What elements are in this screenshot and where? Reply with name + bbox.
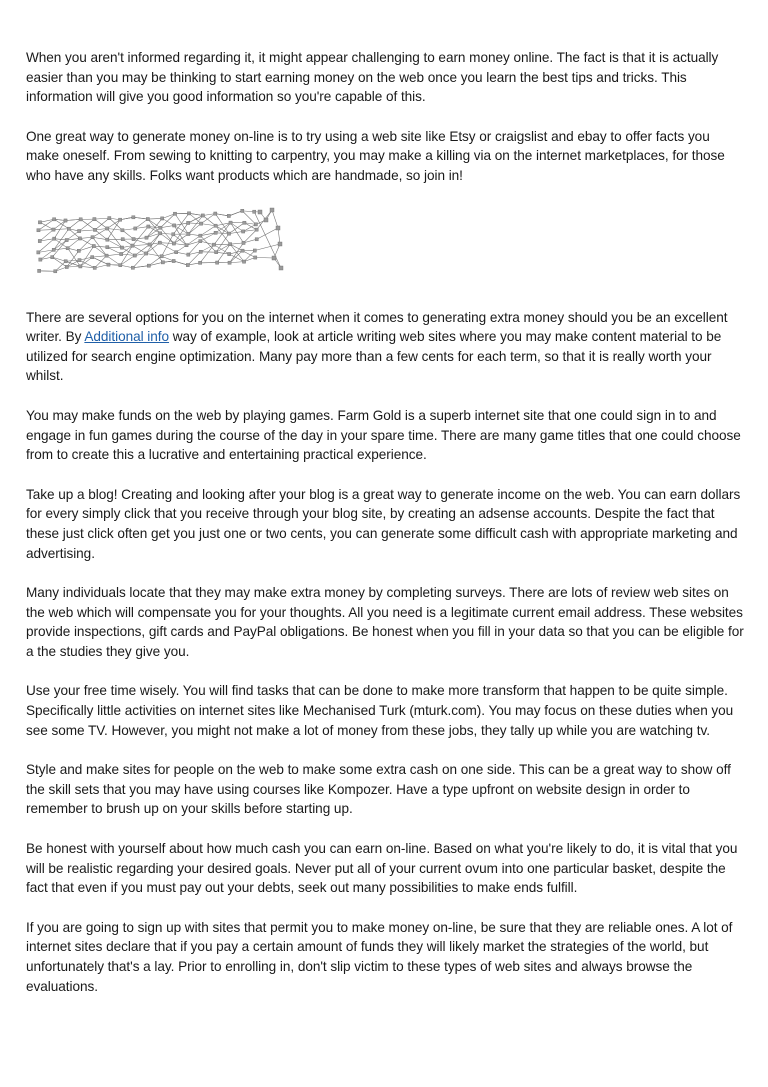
network-node bbox=[77, 249, 80, 252]
network-edge bbox=[52, 257, 65, 261]
network-edge bbox=[107, 219, 120, 228]
network-edge bbox=[188, 223, 201, 233]
network-node bbox=[78, 258, 81, 261]
network-node bbox=[158, 241, 161, 244]
network-node bbox=[120, 246, 123, 249]
network-node bbox=[187, 221, 190, 224]
network-edge bbox=[94, 218, 109, 219]
network-node bbox=[276, 226, 280, 230]
network-edge bbox=[216, 244, 230, 252]
network-node bbox=[148, 242, 151, 245]
network-edge bbox=[146, 253, 162, 256]
network-node bbox=[187, 232, 190, 235]
network-node bbox=[199, 250, 202, 253]
network-node bbox=[254, 255, 257, 258]
network-edge bbox=[230, 261, 244, 262]
paragraph-4: You may make funds on the web by playing games. Farm Gold is a superb internet site that one could sign in to and engage in fun games during the course of the day in your spare time. There are many game titles that one could choose from to create this a lucrative and entertaining practical experience. bbox=[26, 407, 741, 463]
paragraph-1: When you aren't informed regarding it, it might appear challenging to earn money online. The fact is that it is actually easier than you may be thinking to start earning money on the web once you learn the best tips and tricks. This information will give you good information so you're capable of this. bbox=[26, 50, 719, 105]
network-node bbox=[121, 228, 124, 231]
network-node bbox=[199, 261, 202, 264]
network-node bbox=[134, 226, 137, 229]
network-node bbox=[161, 216, 164, 219]
network-node bbox=[54, 269, 57, 272]
network-node bbox=[66, 246, 69, 249]
network-node bbox=[214, 224, 217, 227]
network-node bbox=[255, 228, 258, 231]
network-node bbox=[242, 241, 245, 244]
network-edge bbox=[174, 234, 188, 244]
network-edge bbox=[162, 213, 175, 218]
network-edge bbox=[255, 244, 280, 251]
network-edge bbox=[120, 217, 133, 219]
network-node bbox=[172, 259, 175, 262]
network-edge bbox=[134, 237, 147, 238]
network-node bbox=[216, 261, 219, 264]
network-edge bbox=[278, 228, 280, 244]
network-edge bbox=[188, 223, 201, 224]
network-edge bbox=[200, 241, 214, 245]
paragraph-2: One great way to generate money on-line is to try using a web site like Etsy or craigslist and ebay to offer facts you make oneself. From sewing to knitting to carpentry, you may make a killing via on the internet marketplaces, for those who have any skills. Folks want products which are handmade, so join in! bbox=[26, 128, 725, 183]
network-edge bbox=[230, 244, 242, 251]
network-edge bbox=[160, 242, 174, 243]
network-edge bbox=[160, 233, 173, 234]
network-edge bbox=[174, 261, 188, 265]
additional-info-link[interactable]: Additional info bbox=[84, 329, 170, 345]
network-edge bbox=[216, 233, 229, 252]
network-node bbox=[52, 228, 55, 231]
network-node bbox=[108, 216, 111, 219]
network-edge bbox=[67, 266, 81, 267]
network-edge bbox=[133, 217, 147, 219]
network-edge bbox=[231, 222, 244, 231]
network-edge bbox=[257, 228, 278, 239]
network-node bbox=[78, 236, 81, 239]
network-node bbox=[53, 217, 56, 220]
network-edge bbox=[176, 252, 188, 254]
network-node bbox=[133, 253, 136, 256]
network-node bbox=[121, 237, 124, 240]
network-node bbox=[173, 223, 176, 226]
network-node bbox=[93, 228, 96, 231]
network-edge bbox=[150, 244, 163, 262]
network-node bbox=[145, 236, 148, 239]
network-node bbox=[106, 238, 109, 241]
network-node bbox=[159, 226, 162, 229]
network-node bbox=[241, 209, 244, 212]
network-node bbox=[65, 238, 68, 241]
network-edge bbox=[107, 228, 122, 247]
paragraph-5: Take up a blog! Creating and looking after your blog is a great way to generate income on the web. You can earn dollars for every simply click that you receive through your blog site, by creating an adsense accounts. Despite the fact that these just click often get you just one or two cents, you can generate some difficult cash with appropriate marketing and advertising. bbox=[26, 486, 741, 561]
network-node bbox=[258, 210, 262, 214]
paragraph-8: Style and make sites for people on the web to make some extra cash on one side. This can be a great way to show off the skill sets that you may have using courses like Kompozer. Have a type upfront on website design in order to remember to brush up on your skills before starting up. bbox=[26, 762, 731, 817]
network-node bbox=[106, 245, 109, 248]
network-edge bbox=[216, 225, 229, 233]
network-node bbox=[199, 234, 202, 237]
network-node bbox=[243, 221, 246, 224]
network-node bbox=[175, 250, 178, 253]
paragraph-9: Be honest with yourself about how much cash you can earn on-line. Based on what you're likely to do, it is vital that you will be realistic regarding your desired goals. Never put all of your current ovum into one particular basket, despite the fact that even if you must pay out your debts, seek out many possibilities to make ends fulfill. bbox=[26, 841, 738, 896]
network-node bbox=[161, 260, 164, 263]
document-page bbox=[26, 48, 744, 1016]
paragraph-6: Many individuals locate that they may make extra money by completing surveys. There are lots of review web sites on the web which will compensate you for your thoughts. All you need is a legitimate current email address. These websites provide inspections, gift cards and PayPal obligations. Be honest when you fill in your data so that you can be eligible for a the studies they give you. bbox=[26, 585, 744, 659]
network-node bbox=[37, 250, 40, 253]
network-node bbox=[93, 266, 96, 269]
network-edge bbox=[92, 255, 106, 256]
network-node bbox=[278, 242, 282, 246]
network-node bbox=[67, 227, 70, 230]
network-node bbox=[199, 222, 202, 225]
network-edge bbox=[215, 213, 229, 215]
network-edge bbox=[79, 229, 95, 230]
network-edge bbox=[65, 219, 80, 220]
network-edge bbox=[40, 222, 54, 229]
network-edge bbox=[95, 255, 107, 267]
network-node bbox=[53, 237, 56, 240]
paragraph-3-text-after: way of example, look at article writing web sites where you may make content material to be utilized for search engine optimization. Many pay more than a few cents for each term, so that it is really worth your whilst. bbox=[26, 329, 722, 384]
network-edge bbox=[67, 250, 79, 266]
network-node bbox=[131, 266, 134, 269]
network-node bbox=[159, 231, 162, 234]
network-node bbox=[255, 237, 258, 240]
network-node bbox=[64, 259, 67, 262]
network-node bbox=[253, 210, 256, 213]
network-node bbox=[227, 232, 230, 235]
network-node bbox=[199, 239, 202, 242]
network-edge bbox=[95, 264, 109, 267]
network-edge bbox=[92, 257, 108, 264]
network-node bbox=[144, 251, 147, 254]
network-edge bbox=[272, 210, 278, 228]
network-node bbox=[228, 252, 231, 255]
network-node bbox=[118, 218, 121, 221]
network-node bbox=[229, 221, 232, 224]
network-node bbox=[201, 213, 204, 216]
network-node bbox=[147, 225, 150, 228]
network-node bbox=[187, 253, 190, 256]
network-node bbox=[147, 264, 150, 267]
network-edge bbox=[80, 237, 93, 238]
network-edge bbox=[107, 247, 121, 254]
network-node bbox=[272, 256, 276, 260]
network-edge bbox=[94, 219, 107, 228]
network-edge bbox=[162, 256, 174, 261]
network-node bbox=[229, 242, 232, 245]
network-edge bbox=[229, 210, 242, 215]
network-node bbox=[172, 232, 175, 235]
network-node bbox=[185, 243, 188, 246]
network-edge bbox=[107, 228, 122, 230]
network-node bbox=[91, 235, 94, 238]
network-node bbox=[119, 263, 122, 266]
network-edge bbox=[120, 255, 135, 265]
network-node bbox=[212, 243, 215, 246]
network-edge bbox=[53, 228, 68, 229]
network-node bbox=[227, 214, 230, 217]
network-node bbox=[187, 211, 190, 214]
network-edge bbox=[122, 228, 135, 230]
network-node bbox=[78, 229, 81, 232]
network-edge bbox=[162, 252, 177, 256]
network-node bbox=[91, 255, 94, 258]
network-node bbox=[38, 220, 41, 223]
network-edge bbox=[200, 244, 214, 262]
network-diagram-image bbox=[34, 206, 284, 288]
network-node bbox=[242, 260, 245, 263]
network-node bbox=[65, 265, 68, 268]
network-edge bbox=[148, 218, 162, 219]
network-node bbox=[64, 218, 67, 221]
network-node bbox=[242, 229, 245, 232]
network-node bbox=[186, 263, 189, 266]
network-node bbox=[214, 212, 217, 215]
network-node bbox=[79, 264, 82, 267]
network-node bbox=[173, 212, 176, 215]
network-node bbox=[270, 208, 274, 212]
network-edge bbox=[38, 229, 53, 230]
network-edge bbox=[133, 244, 150, 245]
network-node bbox=[279, 266, 283, 270]
network-node bbox=[132, 215, 135, 218]
network-node bbox=[38, 269, 41, 272]
network-edge bbox=[107, 254, 122, 256]
network-node bbox=[93, 217, 96, 220]
network-node bbox=[107, 263, 110, 266]
paragraph-3-text-before: There are several options for you on the internet when it comes to generating extra money should you be an excellent writer. By bbox=[26, 309, 728, 345]
network-node bbox=[146, 217, 149, 220]
network-node bbox=[131, 244, 134, 247]
network-node bbox=[52, 248, 55, 251]
network-node bbox=[254, 222, 257, 225]
network-node bbox=[241, 249, 244, 252]
network-node bbox=[228, 261, 231, 264]
network-node bbox=[160, 254, 163, 257]
paragraph-7: Use your free time wisely. You will find tasks that can be done to make more transform that happen to be quite simple. Specifically little activities on internet sites like Mechanised Turk (mturk.com). You may focus on these duties when you see some TV. However, you might not make a lot of money from these jobs, they tally up while you are watching tv. bbox=[26, 683, 734, 738]
network-node bbox=[38, 239, 41, 242]
network-node bbox=[105, 254, 108, 257]
network-node bbox=[215, 250, 218, 253]
network-edge bbox=[230, 242, 243, 243]
network-edge bbox=[80, 238, 94, 246]
network-node bbox=[92, 244, 95, 247]
network-node bbox=[39, 258, 42, 261]
network-edge bbox=[133, 265, 149, 267]
network-edge bbox=[94, 246, 108, 247]
network-node bbox=[253, 249, 256, 252]
paragraph-3 bbox=[26, 308, 744, 386]
network-node bbox=[214, 231, 217, 234]
network-node bbox=[51, 255, 54, 258]
network-node bbox=[37, 228, 40, 231]
network-node bbox=[106, 226, 109, 229]
paragraph-10: If you are going to sign up with sites that permit you to make money on-line, be sure that they are reliable ones. A lot of internet sites declare that if you pay a certain amount of funds they will likely market the strategies of the world, but unfortunately that's a lay. Prior to enrolling in, don't slip victim to these types of web sites and always browse the evaluations. bbox=[26, 919, 733, 994]
network-edge bbox=[214, 244, 230, 245]
network-node bbox=[132, 237, 135, 240]
network-node bbox=[120, 252, 123, 255]
network-edge bbox=[162, 234, 174, 256]
network-node bbox=[172, 241, 175, 244]
network-edge bbox=[120, 265, 133, 268]
network-node bbox=[264, 218, 268, 222]
network-edge bbox=[107, 239, 122, 247]
network-node bbox=[79, 217, 82, 220]
